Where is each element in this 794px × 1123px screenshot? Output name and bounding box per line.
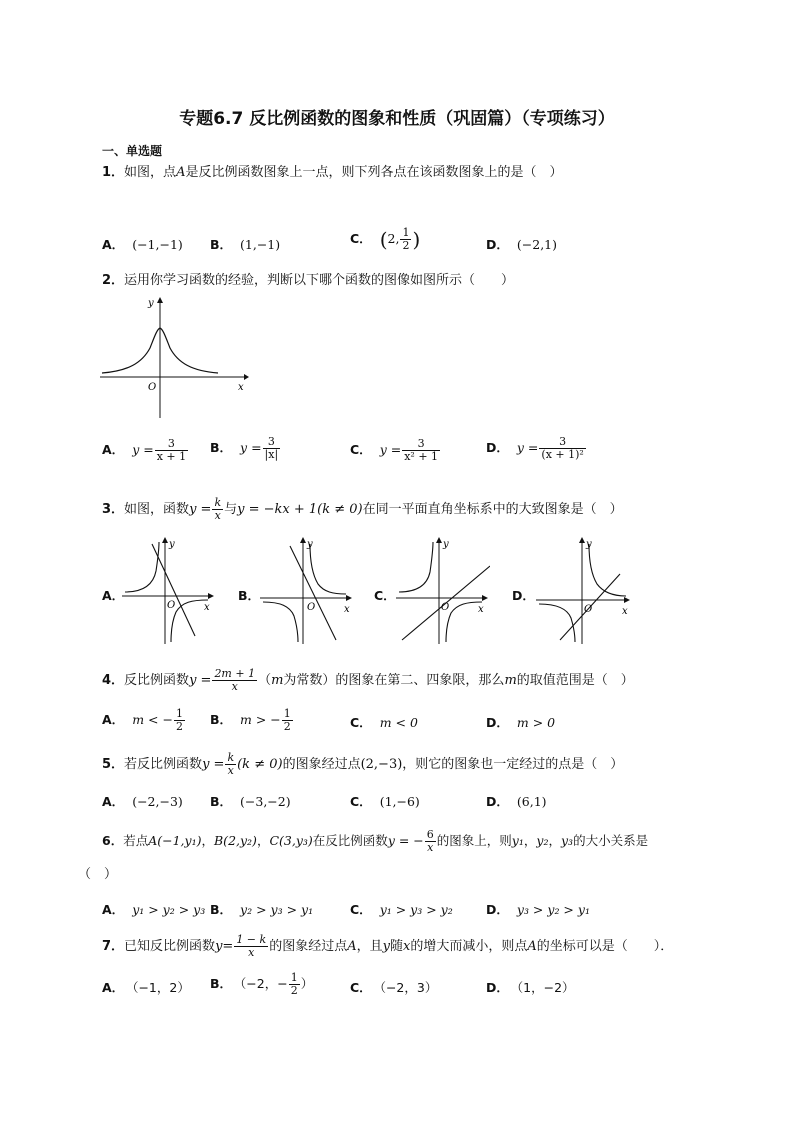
denominator: x (425, 841, 436, 854)
option-label: C． (350, 902, 372, 917)
q7-option-a[interactable] (102, 978, 190, 996)
question-number: 4． (102, 673, 125, 688)
question-text: 是反比例函数图象上一点，则下列各点在该函数图象上的是（ ） (185, 165, 563, 180)
question-text: 在反比例函数 (312, 833, 388, 848)
condition: (k ≠ 0) (237, 757, 283, 772)
denominator: x (225, 764, 236, 777)
question-1 (102, 164, 562, 182)
x-axis-arrow (482, 595, 488, 601)
option-label: B． (210, 976, 233, 991)
numerator: k (214, 496, 222, 509)
y-axis-arrow (579, 537, 585, 543)
fraction (212, 668, 257, 693)
q5-option-c[interactable] (350, 792, 420, 810)
question-text: 运用你学习函数的经验，判断以下哪个函数的图像如图所示（ ） (124, 273, 515, 288)
var-a: A (527, 939, 537, 954)
section-heading: 一、单选题 (102, 144, 163, 158)
option-label: C． (374, 588, 396, 603)
q2-option-a[interactable] (102, 438, 189, 463)
q6-option-b[interactable] (210, 900, 313, 918)
option-label: D． (486, 715, 509, 730)
question-number: 5． (102, 757, 125, 772)
option-value: (−3,−2) (240, 794, 291, 809)
question-number: 7． (102, 939, 125, 954)
origin-label: O (167, 600, 176, 611)
option-value: y₂ > y₃ > y₁ (240, 902, 314, 917)
y-label: y (586, 539, 592, 550)
question-text: 随 (389, 939, 403, 954)
q5-option-b[interactable] (210, 792, 291, 810)
option-label: A． (102, 980, 125, 995)
option-lhs: m > − (240, 712, 281, 727)
y-axis-arrow (157, 297, 163, 303)
y-label: y (148, 298, 154, 309)
question-7 (102, 934, 673, 959)
hyperbola-branch (125, 542, 159, 592)
option-value: y₃ > y₂ > y₁ (516, 902, 590, 917)
option-label: A． (102, 442, 125, 457)
var-y: y (382, 939, 390, 954)
q2-graph (98, 293, 250, 423)
function-lhs: y = (202, 757, 225, 772)
denominator: (x + 1)² (541, 448, 584, 461)
q4-option-a[interactable] (102, 708, 186, 733)
option-value: (−2,−3) (132, 794, 183, 809)
option-label: D． (486, 237, 509, 252)
option-value: （−2，3） (379, 980, 438, 995)
numerator: 2m + 1 (214, 667, 256, 680)
var-a: A (176, 165, 186, 180)
option-label: C． (350, 715, 372, 730)
origin-label: O (584, 604, 593, 615)
numerator: 1 (290, 971, 298, 984)
q1-option-d[interactable] (486, 235, 557, 253)
separator: ， (201, 833, 214, 848)
y-axis-arrow (300, 537, 306, 543)
question-text: 在同一平面直角坐标系中的大致图象是（ ） (362, 502, 623, 517)
paren-close: ) (412, 227, 421, 252)
x-label: x (478, 604, 484, 615)
option-value: (1,−1) (240, 237, 281, 252)
option-lhs: m < − (132, 712, 173, 727)
fraction (212, 497, 223, 522)
option-label: D． (486, 980, 509, 995)
option-value: (1,−6) (379, 794, 420, 809)
separator: ， (548, 833, 561, 848)
numerator: 3 (417, 437, 425, 450)
fraction (425, 829, 436, 854)
option-label: C． (350, 980, 372, 995)
denominator: 2 (290, 984, 298, 997)
question-text: 的图象上，则 (436, 833, 512, 848)
q4-option-d[interactable] (486, 713, 555, 731)
q3-graph-a (120, 536, 216, 646)
option-value: (−2,1) (516, 237, 557, 252)
numerator: 3 (167, 437, 175, 450)
fraction (155, 438, 188, 463)
y-label: y (443, 539, 449, 550)
q4-option-c[interactable] (350, 713, 418, 731)
question-text: ，则它的图象也一定经过的点是（ ） (402, 757, 624, 772)
option-lhs: y = (379, 442, 402, 457)
question-number: 2． (102, 273, 125, 288)
option-value: 2, (387, 231, 400, 246)
option-lhs: y = (132, 442, 154, 457)
origin-label: O (148, 382, 157, 393)
var-m: m (504, 673, 517, 688)
question-text: 的取值范围是（ ） (516, 673, 634, 688)
question-text: 为常数）的图象在第二、四象限，那么 (283, 673, 505, 688)
option-post: ） (300, 976, 314, 991)
q7-option-d[interactable] (486, 978, 575, 996)
numerator: 1 (283, 707, 291, 720)
fraction (402, 438, 440, 463)
question-4 (102, 668, 634, 693)
question-text: 若反比例函数 (124, 757, 203, 772)
numerator: 6 (426, 828, 434, 841)
var-y1: y₁ (511, 833, 524, 848)
option-label: C． (350, 231, 372, 246)
hyperbola-branch (399, 542, 433, 592)
question-text: 的图象经过点 (269, 939, 348, 954)
separator: ， (256, 833, 270, 848)
function-lhs: y = (189, 502, 212, 517)
option-label: C． (350, 442, 372, 457)
var-y3: y₃ (560, 833, 574, 848)
page-title: 专题6.7 反比例函数的图象和性质（巩固篇）（专项练习） (179, 109, 615, 129)
option-label: D． (486, 902, 509, 917)
question-number: 3． (102, 502, 125, 517)
q2-option-d[interactable] (486, 436, 587, 461)
hyperbola-branch (171, 600, 208, 642)
hyperbola-branch (310, 544, 346, 594)
function-2: y = −kx + 1(k ≠ 0) (237, 502, 363, 517)
q6-option-d[interactable] (486, 900, 590, 918)
option-label: A． (102, 712, 125, 727)
point-a: A(−1,y₁) (148, 833, 202, 848)
option-label: B． (210, 902, 233, 917)
q4-option-b[interactable] (210, 708, 294, 733)
point-c: C(3,y₃) (269, 833, 313, 848)
q2-option-b[interactable] (210, 436, 281, 461)
origin-label: O (441, 602, 450, 613)
option-lhs: y = (240, 440, 262, 455)
line (152, 544, 195, 636)
hyperbola-branch (263, 602, 298, 642)
var-x: x (402, 939, 411, 954)
q1-option-c[interactable] (350, 227, 420, 252)
numerator: 1 (402, 226, 410, 239)
option-label: B． (210, 794, 233, 809)
denominator: x (212, 509, 223, 522)
question-text: 反比例函数 (124, 673, 190, 688)
option-label: C． (350, 794, 372, 809)
option-label: D． (512, 588, 535, 603)
option-value: y₁ > y₂ > y₃ (132, 902, 206, 917)
question-2 (102, 272, 514, 290)
denominator: x + 1 (156, 450, 187, 463)
fraction (263, 436, 281, 461)
fraction (225, 752, 236, 777)
fraction (289, 972, 300, 997)
q7-option-c[interactable] (350, 978, 437, 996)
option-label: A． (102, 237, 125, 252)
option-pre: （−2，− (240, 976, 288, 991)
question-6 (102, 829, 648, 854)
q1-option-a[interactable] (102, 235, 183, 253)
question-text: 的图象经过点 (282, 757, 361, 772)
point-b: B(2,y₂) (214, 833, 257, 848)
numerator: 1 − k (236, 933, 267, 946)
question-text: 已知反比例函数 (124, 939, 216, 954)
q6-option-a[interactable] (102, 900, 205, 918)
y-axis-arrow (436, 537, 442, 543)
x-axis-arrow (624, 597, 630, 603)
option-label: B． (238, 588, 261, 603)
x-axis-arrow (346, 595, 352, 601)
option-value: （1，−2） (516, 980, 575, 995)
x-label: x (204, 602, 210, 613)
x-label: x (238, 382, 244, 393)
x-axis-arrow (244, 374, 249, 380)
denominator: 2 (402, 239, 410, 252)
option-value: m < 0 (379, 715, 418, 730)
question-text: 如图，函数 (124, 502, 190, 517)
q2-option-c[interactable] (350, 438, 441, 463)
x-label: x (344, 604, 350, 615)
question-3 (102, 497, 623, 522)
question-text: ，且 (356, 939, 383, 954)
option-label: B． (210, 237, 233, 252)
q7-option-b[interactable] (210, 972, 313, 997)
x-label: x (622, 606, 628, 617)
function-lhs: y= (215, 939, 234, 954)
option-label: B． (210, 712, 233, 727)
numerator: 3 (559, 435, 567, 448)
option-label: D． (486, 794, 509, 809)
fraction (174, 708, 185, 733)
y-axis-arrow (162, 537, 168, 543)
hyperbola-branch (539, 604, 575, 642)
denominator: 2 (175, 720, 183, 733)
question-text: 的增大而减小，则点 (410, 939, 528, 954)
y-label: y (307, 539, 313, 550)
var-a: A (347, 939, 357, 954)
fraction (539, 436, 585, 461)
point: (2,−3) (360, 757, 403, 772)
q5-option-a[interactable] (102, 792, 183, 810)
option-label: A． (102, 588, 125, 603)
question-number: 1． (102, 165, 125, 180)
option-value: y₁ > y₃ > y₂ (379, 902, 453, 917)
denominator: x (234, 946, 268, 959)
y-label: y (169, 539, 175, 550)
option-value: (−1,−1) (132, 237, 183, 252)
var-m: m (271, 673, 284, 688)
option-label: A． (102, 794, 125, 809)
question-text: 的大小关系是 (573, 833, 649, 848)
question-number: 6． (102, 833, 124, 848)
question-5 (102, 752, 623, 777)
option-value: (6,1) (516, 794, 547, 809)
question-text: 与 (224, 502, 238, 517)
numerator: k (227, 751, 235, 764)
numerator: 3 (267, 435, 275, 448)
option-label: A． (102, 902, 125, 917)
x-axis-arrow (208, 593, 214, 599)
q3-graph-b (258, 536, 354, 646)
fraction (234, 934, 268, 959)
denominator: x (212, 680, 257, 693)
q5-option-d[interactable] (486, 792, 547, 810)
q6-option-c[interactable] (350, 900, 453, 918)
paren-open: ( (379, 227, 388, 252)
option-value: m > 0 (516, 715, 556, 730)
numerator: 1 (175, 707, 183, 720)
hyperbola-branch (446, 602, 482, 642)
fraction (400, 227, 411, 252)
function-lhs: y = − (387, 833, 424, 848)
origin-label: O (307, 602, 316, 613)
q3-graph-d (534, 536, 634, 646)
question-6-bracket: （ ） (78, 867, 118, 882)
separator: ， (523, 833, 537, 848)
q3-graph-c (394, 536, 490, 646)
option-label: B． (210, 440, 233, 455)
function-lhs: y = (189, 673, 212, 688)
question-text: 若点 (123, 833, 149, 848)
question-text: 如图，点 (124, 165, 177, 180)
denominator: |x| (264, 448, 279, 461)
question-text: （ (258, 673, 272, 688)
option-value: （−1，2） (132, 980, 190, 995)
q1-option-b[interactable] (210, 235, 280, 253)
option-lhs: y = (516, 440, 539, 455)
fraction (282, 708, 293, 733)
denominator: 2 (283, 720, 291, 733)
question-text: 的坐标可以是（ ）． (536, 939, 674, 954)
denominator: x² + 1 (404, 450, 439, 463)
var-y2: y₂ (536, 833, 549, 848)
option-label: D． (486, 440, 509, 455)
